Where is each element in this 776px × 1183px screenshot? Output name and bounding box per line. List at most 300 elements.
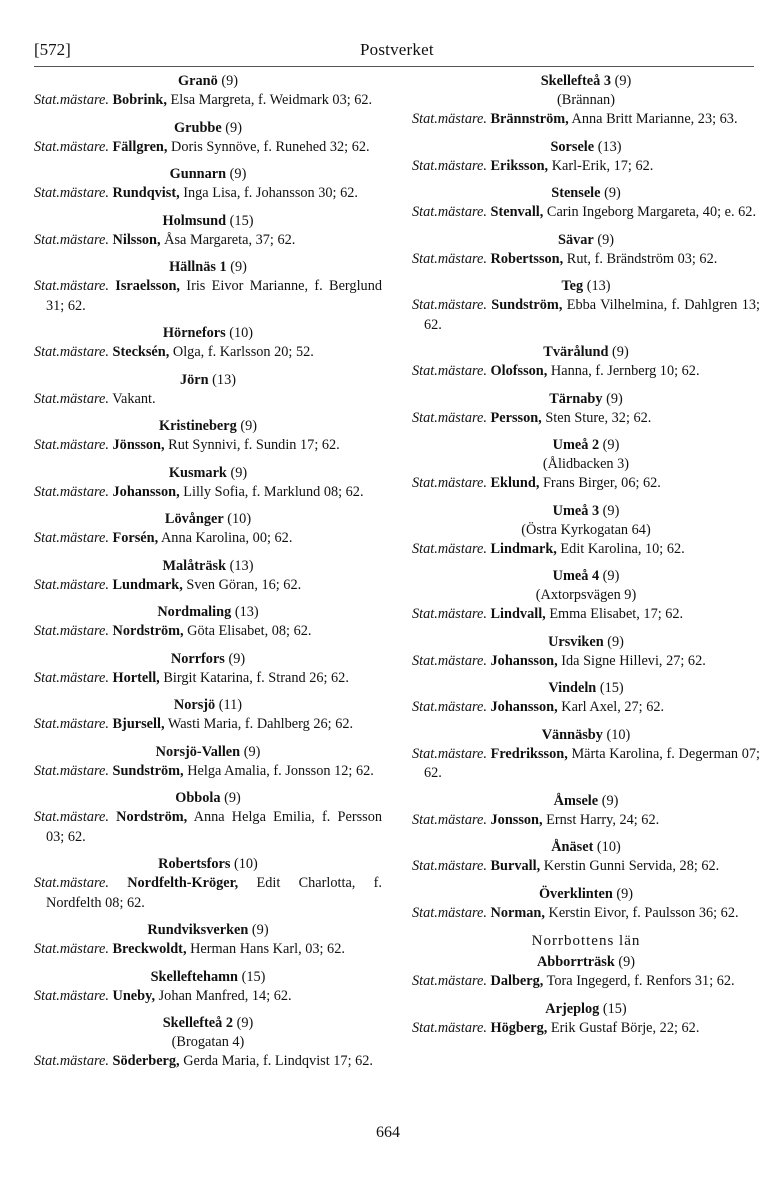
place-name: Umeå 3 <box>552 502 600 519</box>
post-office-entry <box>412 184 760 223</box>
person-surname: Högberg, <box>490 1019 548 1036</box>
post-office-entry <box>412 679 760 718</box>
place-address: (Brogatan 4) <box>171 1034 245 1050</box>
place-class-number: (9) <box>607 633 624 650</box>
postmaster-line <box>412 1019 760 1039</box>
place-name: Tärnaby <box>549 390 603 407</box>
person-details: Emma Elisabet, 17; 62. <box>545 606 684 622</box>
place-name: Sävar <box>558 231 594 248</box>
place-class-number: (10) <box>229 325 254 341</box>
person-details: Edit Karolina, 10; 62. <box>556 540 685 557</box>
place-class-number: (9) <box>602 502 620 519</box>
role-label: Stat.mästare. <box>34 716 109 732</box>
post-office-entry <box>412 885 760 924</box>
post-office-entry <box>34 417 382 456</box>
person-surname: Nordström, <box>112 623 184 639</box>
page-reference: [572] <box>34 40 71 59</box>
person-details: Gerda Maria, f. Lindqvist 17; 62. <box>179 1053 373 1069</box>
place-name: Ånäset <box>551 839 594 855</box>
post-office-entry <box>412 502 760 560</box>
place-class-number: (15) <box>602 1000 627 1017</box>
post-office-entry <box>34 650 382 689</box>
role-label: Stat.mästare. <box>412 204 487 220</box>
person-surname: Rundqvist, <box>112 185 180 201</box>
role-label: Stat.mästare. <box>412 858 487 874</box>
person-surname: Nilsson, <box>112 231 161 248</box>
post-office-entry <box>412 792 760 831</box>
person-surname: Lindmark, <box>490 540 557 557</box>
person-surname: Eriksson, <box>490 157 549 174</box>
place-heading <box>412 231 760 250</box>
place-name: Obbola <box>175 790 221 806</box>
person-surname: Bobrink, <box>112 92 167 108</box>
person-details: Lilly Sofia, f. Marklund 08; 62. <box>179 483 364 500</box>
place-name: Granö <box>178 73 218 89</box>
person-surname: Bjursell, <box>112 716 165 732</box>
role-label: Stat.mästare. <box>412 606 487 622</box>
person-surname: Burvall, <box>490 858 541 874</box>
place-class-number: (10) <box>234 856 258 872</box>
post-office-entry <box>412 436 760 494</box>
header-rule <box>34 66 754 67</box>
post-office-entry <box>34 464 382 503</box>
place-heading <box>34 650 382 669</box>
post-office-entry <box>34 119 382 158</box>
postmaster-line <box>34 987 382 1007</box>
person-details: Doris Synnöve, f. Runehed 32; 62. <box>167 138 370 155</box>
person-details: Herman Hans Karl, 03; 62. <box>186 941 345 957</box>
place-heading <box>412 390 760 409</box>
role-label: Stat.mästare. <box>412 811 487 828</box>
role-label: Stat.mästare. <box>34 483 109 500</box>
place-heading <box>34 1014 382 1033</box>
place-name: Jörn <box>179 371 209 388</box>
place-class-number: (13) <box>597 138 622 155</box>
place-heading <box>34 696 382 715</box>
place-name: Norsjö-Vallen <box>155 743 241 760</box>
place-heading <box>34 165 382 184</box>
place-class-number: (9) <box>224 790 241 806</box>
postmaster-line <box>34 808 382 847</box>
place-name: Robertsfors <box>158 856 231 872</box>
post-office-entry <box>34 603 382 642</box>
place-class-number: (9) <box>230 464 248 481</box>
person-surname: Hortell, <box>112 669 160 686</box>
place-name: Överklinten <box>538 885 613 902</box>
post-office-entry <box>34 557 382 596</box>
place-heading <box>34 258 382 277</box>
person-surname: Stecksén, <box>112 344 170 360</box>
role-label: Stat.mästare. <box>34 92 109 108</box>
place-heading <box>412 679 760 698</box>
person-surname: Fredriksson, <box>490 745 568 762</box>
place-class-number: (9) <box>597 231 614 248</box>
person-details: Anna Karolina, 00; 62. <box>158 530 293 546</box>
place-heading <box>34 603 382 622</box>
post-office-entry <box>412 138 760 177</box>
person-details: Karl Axel, 27; 62. <box>557 699 665 715</box>
person-details: Olga, f. Karlsson 20; 52. <box>169 344 314 360</box>
post-office-entry <box>412 231 760 270</box>
place-class-number: (11) <box>218 697 243 713</box>
postmaster-line <box>34 529 382 549</box>
place-name: Kusmark <box>168 464 227 481</box>
page-number: 664 <box>376 1124 400 1141</box>
place-heading <box>412 138 760 157</box>
place-name: Gunnarn <box>169 166 227 182</box>
postmaster-line <box>412 409 760 429</box>
place-name: Rundviksverken <box>147 922 249 938</box>
place-class-number: (9) <box>612 344 629 360</box>
place-name: Norsjö <box>173 697 216 713</box>
place-class-number: (13) <box>586 278 611 294</box>
person-details: Frans Birger, 06; 62. <box>539 475 661 491</box>
place-name: Kristineberg <box>158 418 237 434</box>
person-surname: Sundström, <box>491 297 563 313</box>
person-surname: Brännström, <box>490 111 569 127</box>
place-name: Vännäsby <box>541 726 603 743</box>
postmaster-line <box>412 605 760 625</box>
role-label: Stat.mästare. <box>412 652 487 669</box>
place-heading <box>412 1000 760 1019</box>
role-label: Stat.mästare. <box>412 699 487 715</box>
person-details: Karl-Erik, 17; 62. <box>548 157 654 174</box>
place-heading <box>412 277 760 296</box>
person-details: Ernst Harry, 24; 62. <box>542 811 660 828</box>
place-class-number: (9) <box>225 119 242 136</box>
person-surname: Lindvall, <box>490 606 546 622</box>
post-office-entry <box>412 72 760 130</box>
place-class-number: (9) <box>604 185 621 201</box>
post-office-entry <box>34 1014 382 1072</box>
place-name: Umeå 4 <box>552 568 600 584</box>
place-class-number: (13) <box>212 371 236 388</box>
postmaster-line <box>412 540 760 560</box>
postmaster-line <box>34 390 382 410</box>
page-title: Postverket <box>360 40 434 59</box>
post-office-entry <box>412 633 760 672</box>
place-name: Hällnäs 1 <box>169 259 227 275</box>
person-details: Rut, f. Brändström 03; 62. <box>563 250 718 267</box>
postmaster-line <box>34 715 382 735</box>
post-office-entry <box>412 1000 760 1039</box>
role-label: Stat.mästare. <box>34 185 109 201</box>
post-office-entry <box>412 277 760 335</box>
place-name: Abborrträsk <box>536 954 615 970</box>
role-label: Stat.mästare. <box>412 250 487 267</box>
person-details: Anna Britt Marianne, 23; 63. <box>568 111 738 127</box>
place-heading <box>34 510 382 529</box>
right-column <box>412 72 760 1046</box>
role-label: Stat.mästare. <box>412 973 487 989</box>
place-name: Ursviken <box>548 633 604 650</box>
role-label: Stat.mästare. <box>412 157 487 174</box>
place-class-number: (9) <box>251 922 269 938</box>
post-office-entry <box>412 838 760 877</box>
place-heading <box>34 789 382 808</box>
person-details: Edit Charlotta, f. Nordfelth 08; 62. <box>46 875 382 911</box>
person-details: Märta Karolina, f. Degerman 07; 62. <box>424 745 760 781</box>
person-surname: Lundmark, <box>112 576 183 593</box>
person-details: Ida Signe Hillevi, 27; 62. <box>557 652 706 669</box>
post-office-entry <box>34 855 382 913</box>
place-heading <box>34 464 382 483</box>
role-label: Stat.mästare. <box>34 278 109 294</box>
postmaster-line <box>34 622 382 642</box>
place-heading <box>34 324 382 343</box>
person-surname: Breckwoldt, <box>112 941 187 957</box>
post-office-entry <box>34 968 382 1007</box>
postmaster-line <box>412 110 760 130</box>
role-label: Stat.mästare. <box>412 540 487 557</box>
place-address: (Östra Kyrkogatan 64) <box>521 521 651 538</box>
person-surname: Sundström, <box>112 762 184 779</box>
person-surname: Nordström, <box>116 809 188 825</box>
place-name: Nordmaling <box>157 604 232 620</box>
place-heading <box>34 968 382 987</box>
place-name: Skellefteå 3 <box>540 73 612 89</box>
postmaster-line <box>412 652 760 672</box>
person-surname: Johansson, <box>490 652 558 669</box>
person-details: Tora Ingegerd, f. Renfors 31; 62. <box>543 973 735 989</box>
post-office-entry <box>412 953 760 992</box>
place-heading <box>412 726 760 745</box>
person-surname: Söderberg, <box>112 1053 180 1069</box>
post-office-entry <box>34 72 382 111</box>
place-heading <box>34 212 382 231</box>
postmaster-line <box>34 1052 382 1072</box>
place-name: Grubbe <box>174 119 222 136</box>
person-details: Helga Amalia, f. Jonsson 12; 62. <box>183 762 374 779</box>
place-name: Vindeln <box>548 680 597 696</box>
place-heading <box>412 885 760 904</box>
role-label: Stat.mästare. <box>412 745 487 762</box>
place-heading <box>34 371 382 390</box>
postmaster-line <box>34 669 382 689</box>
person-surname: Nordfelth-Kröger, <box>127 875 239 891</box>
post-office-entry <box>34 165 382 204</box>
place-name: Hörnefors <box>162 325 226 341</box>
person-details: Göta Elisabet, 08; 62. <box>183 623 312 639</box>
person-details: Birgit Katarina, f. Strand 26; 62. <box>159 669 349 686</box>
postmaster-line <box>412 904 760 924</box>
role-label: Stat.mästare. <box>34 987 109 1004</box>
place-class-number: (9) <box>602 568 620 584</box>
role-label: Stat.mästare. <box>34 231 109 248</box>
place-class-number: (9) <box>616 885 634 902</box>
role-label: Stat.mästare. <box>34 138 109 155</box>
person-surname: Israelsson, <box>115 278 180 294</box>
role-label: Stat.mästare. <box>412 904 487 921</box>
post-office-entry <box>34 212 382 251</box>
place-heading <box>34 855 382 874</box>
person-surname: Olofsson, <box>490 363 548 379</box>
place-name: Tvärålund <box>543 344 609 360</box>
postmaster-line <box>34 277 382 316</box>
post-office-entry <box>412 343 760 382</box>
post-office-entry <box>34 921 382 960</box>
person-details: Carin Ingeborg Margareta, 40; e. 62. <box>543 204 757 220</box>
postmaster-line <box>34 231 382 251</box>
postmaster-line <box>412 250 760 270</box>
person-surname: Jonsson, <box>490 811 543 828</box>
place-heading <box>412 343 760 362</box>
place-heading <box>34 72 382 91</box>
place-heading <box>412 436 760 455</box>
postmaster-line <box>34 343 382 363</box>
place-class-number: (9) <box>614 73 632 89</box>
post-office-entry <box>34 258 382 316</box>
role-label: Stat.mästare. <box>34 576 109 593</box>
postmaster-line <box>412 698 760 718</box>
place-class-number: (9) <box>236 1015 254 1031</box>
role-label: Stat.mästare. <box>34 809 109 825</box>
postmaster-line <box>34 91 382 111</box>
place-heading <box>412 502 760 521</box>
postmaster-line <box>34 436 382 456</box>
place-class-number: (9) <box>229 166 247 182</box>
role-label: Stat.mästare. <box>34 762 109 779</box>
role-label: Stat.mästare. <box>34 941 109 957</box>
postmaster-line <box>34 874 382 913</box>
place-class-number: (9) <box>601 792 619 809</box>
postmaster-line <box>412 745 760 784</box>
person-details: Kerstin Eivor, f. Paulsson 36; 62. <box>544 904 739 921</box>
place-heading <box>412 72 760 91</box>
place-address: (Axtorpsvägen 9) <box>535 587 637 603</box>
place-name: Umeå 2 <box>552 437 600 453</box>
person-details: Hanna, f. Jernberg 10; 62. <box>547 363 700 379</box>
place-name: Norrfors <box>170 650 225 667</box>
place-heading <box>412 633 760 652</box>
place-class-number: (9) <box>240 418 258 434</box>
place-class-number: (15) <box>229 212 254 229</box>
postmaster-line <box>412 811 760 831</box>
person-surname: Persson, <box>490 409 542 426</box>
role-label: Stat.mästare. <box>34 623 109 639</box>
postmaster-line <box>34 483 382 503</box>
place-heading <box>412 838 760 857</box>
person-surname: Stenvall, <box>490 204 544 220</box>
postmaster-line <box>34 762 382 782</box>
person-details: Wasti Maria, f. Dahlberg 26; 62. <box>164 716 354 732</box>
place-heading <box>34 557 382 576</box>
postmaster-line <box>412 972 760 992</box>
postmaster-line <box>34 576 382 596</box>
page-header <box>34 40 754 64</box>
person-details: Vakant. <box>112 390 156 407</box>
role-label: Stat.mästare. <box>412 363 487 379</box>
place-class-number: (9) <box>602 437 620 453</box>
place-class-number: (15) <box>241 968 266 985</box>
postmaster-line <box>412 474 760 494</box>
role-label: Stat.mästare. <box>412 111 487 127</box>
person-details: Sven Göran, 16; 62. <box>182 576 302 593</box>
role-label: Stat.mästare. <box>34 437 109 453</box>
person-surname: Eklund, <box>490 475 540 491</box>
post-office-entry <box>412 390 760 429</box>
place-class-number: (9) <box>243 743 261 760</box>
role-label: Stat.mästare. <box>34 669 109 686</box>
postmaster-line <box>412 362 760 382</box>
place-heading <box>412 567 760 586</box>
place-class-number: (13) <box>234 604 259 620</box>
place-address: (Brännan) <box>557 92 615 108</box>
place-class-number: (9) <box>228 650 246 667</box>
person-surname: Norman, <box>490 904 545 921</box>
place-name: Skellefteå 2 <box>162 1015 234 1031</box>
place-class-number: (13) <box>229 557 254 574</box>
place-name: Stensele <box>551 185 601 201</box>
person-surname: Dalberg, <box>490 973 544 989</box>
person-surname: Jönsson, <box>112 437 165 453</box>
person-surname: Johansson, <box>112 483 180 500</box>
post-office-entry <box>34 324 382 363</box>
postmaster-line <box>34 138 382 158</box>
role-label: Stat.mästare. <box>34 875 109 891</box>
person-surname: Johansson, <box>490 699 558 715</box>
person-surname: Robertsson, <box>490 250 564 267</box>
person-details: Ebba Vilhelmina, f. Dahlgren 13; 62. <box>424 297 761 333</box>
place-class-number: (15) <box>599 680 624 696</box>
place-heading <box>412 184 760 203</box>
place-name: Skelleftehamn <box>150 968 238 985</box>
person-details: Erik Gustaf Börje, 22; 62. <box>547 1019 700 1036</box>
role-label: Stat.mästare. <box>412 409 487 426</box>
place-class-number: (10) <box>606 726 631 743</box>
left-column <box>34 72 382 1080</box>
place-class-number: (10) <box>227 511 252 527</box>
postmaster-line <box>412 857 760 877</box>
post-office-entry <box>412 567 760 625</box>
place-heading <box>34 921 382 940</box>
role-label: Stat.mästare. <box>412 297 487 313</box>
place-class-number: (9) <box>230 259 247 275</box>
person-surname: Forsén, <box>112 530 159 546</box>
person-details: Elsa Margreta, f. Weidmark 03; 62. <box>166 92 373 108</box>
place-name: Malåträsk <box>162 557 227 574</box>
role-label: Stat.mästare. <box>34 390 109 407</box>
place-heading <box>34 743 382 762</box>
role-label: Stat.mästare. <box>34 344 109 360</box>
role-label: Stat.mästare. <box>412 475 487 491</box>
post-office-entry <box>412 726 760 784</box>
post-office-entry <box>34 789 382 847</box>
person-details: Anna Helga Emilia, f. Persson 03; 62. <box>46 809 382 845</box>
person-details: Iris Eivor Marianne, f. Berglund 31; 62. <box>46 278 382 314</box>
place-class-number: (10) <box>596 839 621 855</box>
person-details: Johan Manfred, 14; 62. <box>155 987 292 1004</box>
place-class-number: (9) <box>606 390 623 407</box>
post-office-entry <box>34 743 382 782</box>
place-name: Åmsele <box>553 792 599 809</box>
person-surname: Fällgren, <box>112 138 168 155</box>
person-details: Åsa Margareta, 37; 62. <box>160 231 296 248</box>
role-label: Stat.mästare. <box>34 530 109 546</box>
postmaster-line <box>412 296 760 335</box>
post-office-entry <box>34 510 382 549</box>
place-heading <box>412 792 760 811</box>
post-office-entry <box>34 696 382 735</box>
role-label: Stat.mästare. <box>34 1053 109 1069</box>
person-details: Kerstin Gunni Servida, 28; 62. <box>540 858 720 874</box>
place-heading <box>412 953 760 972</box>
place-name: Teg <box>561 278 584 294</box>
postmaster-line <box>34 940 382 960</box>
place-name: Arjeplog <box>545 1000 600 1017</box>
section-heading: Norrbottens län <box>531 933 641 949</box>
place-class-number: (9) <box>221 73 238 89</box>
